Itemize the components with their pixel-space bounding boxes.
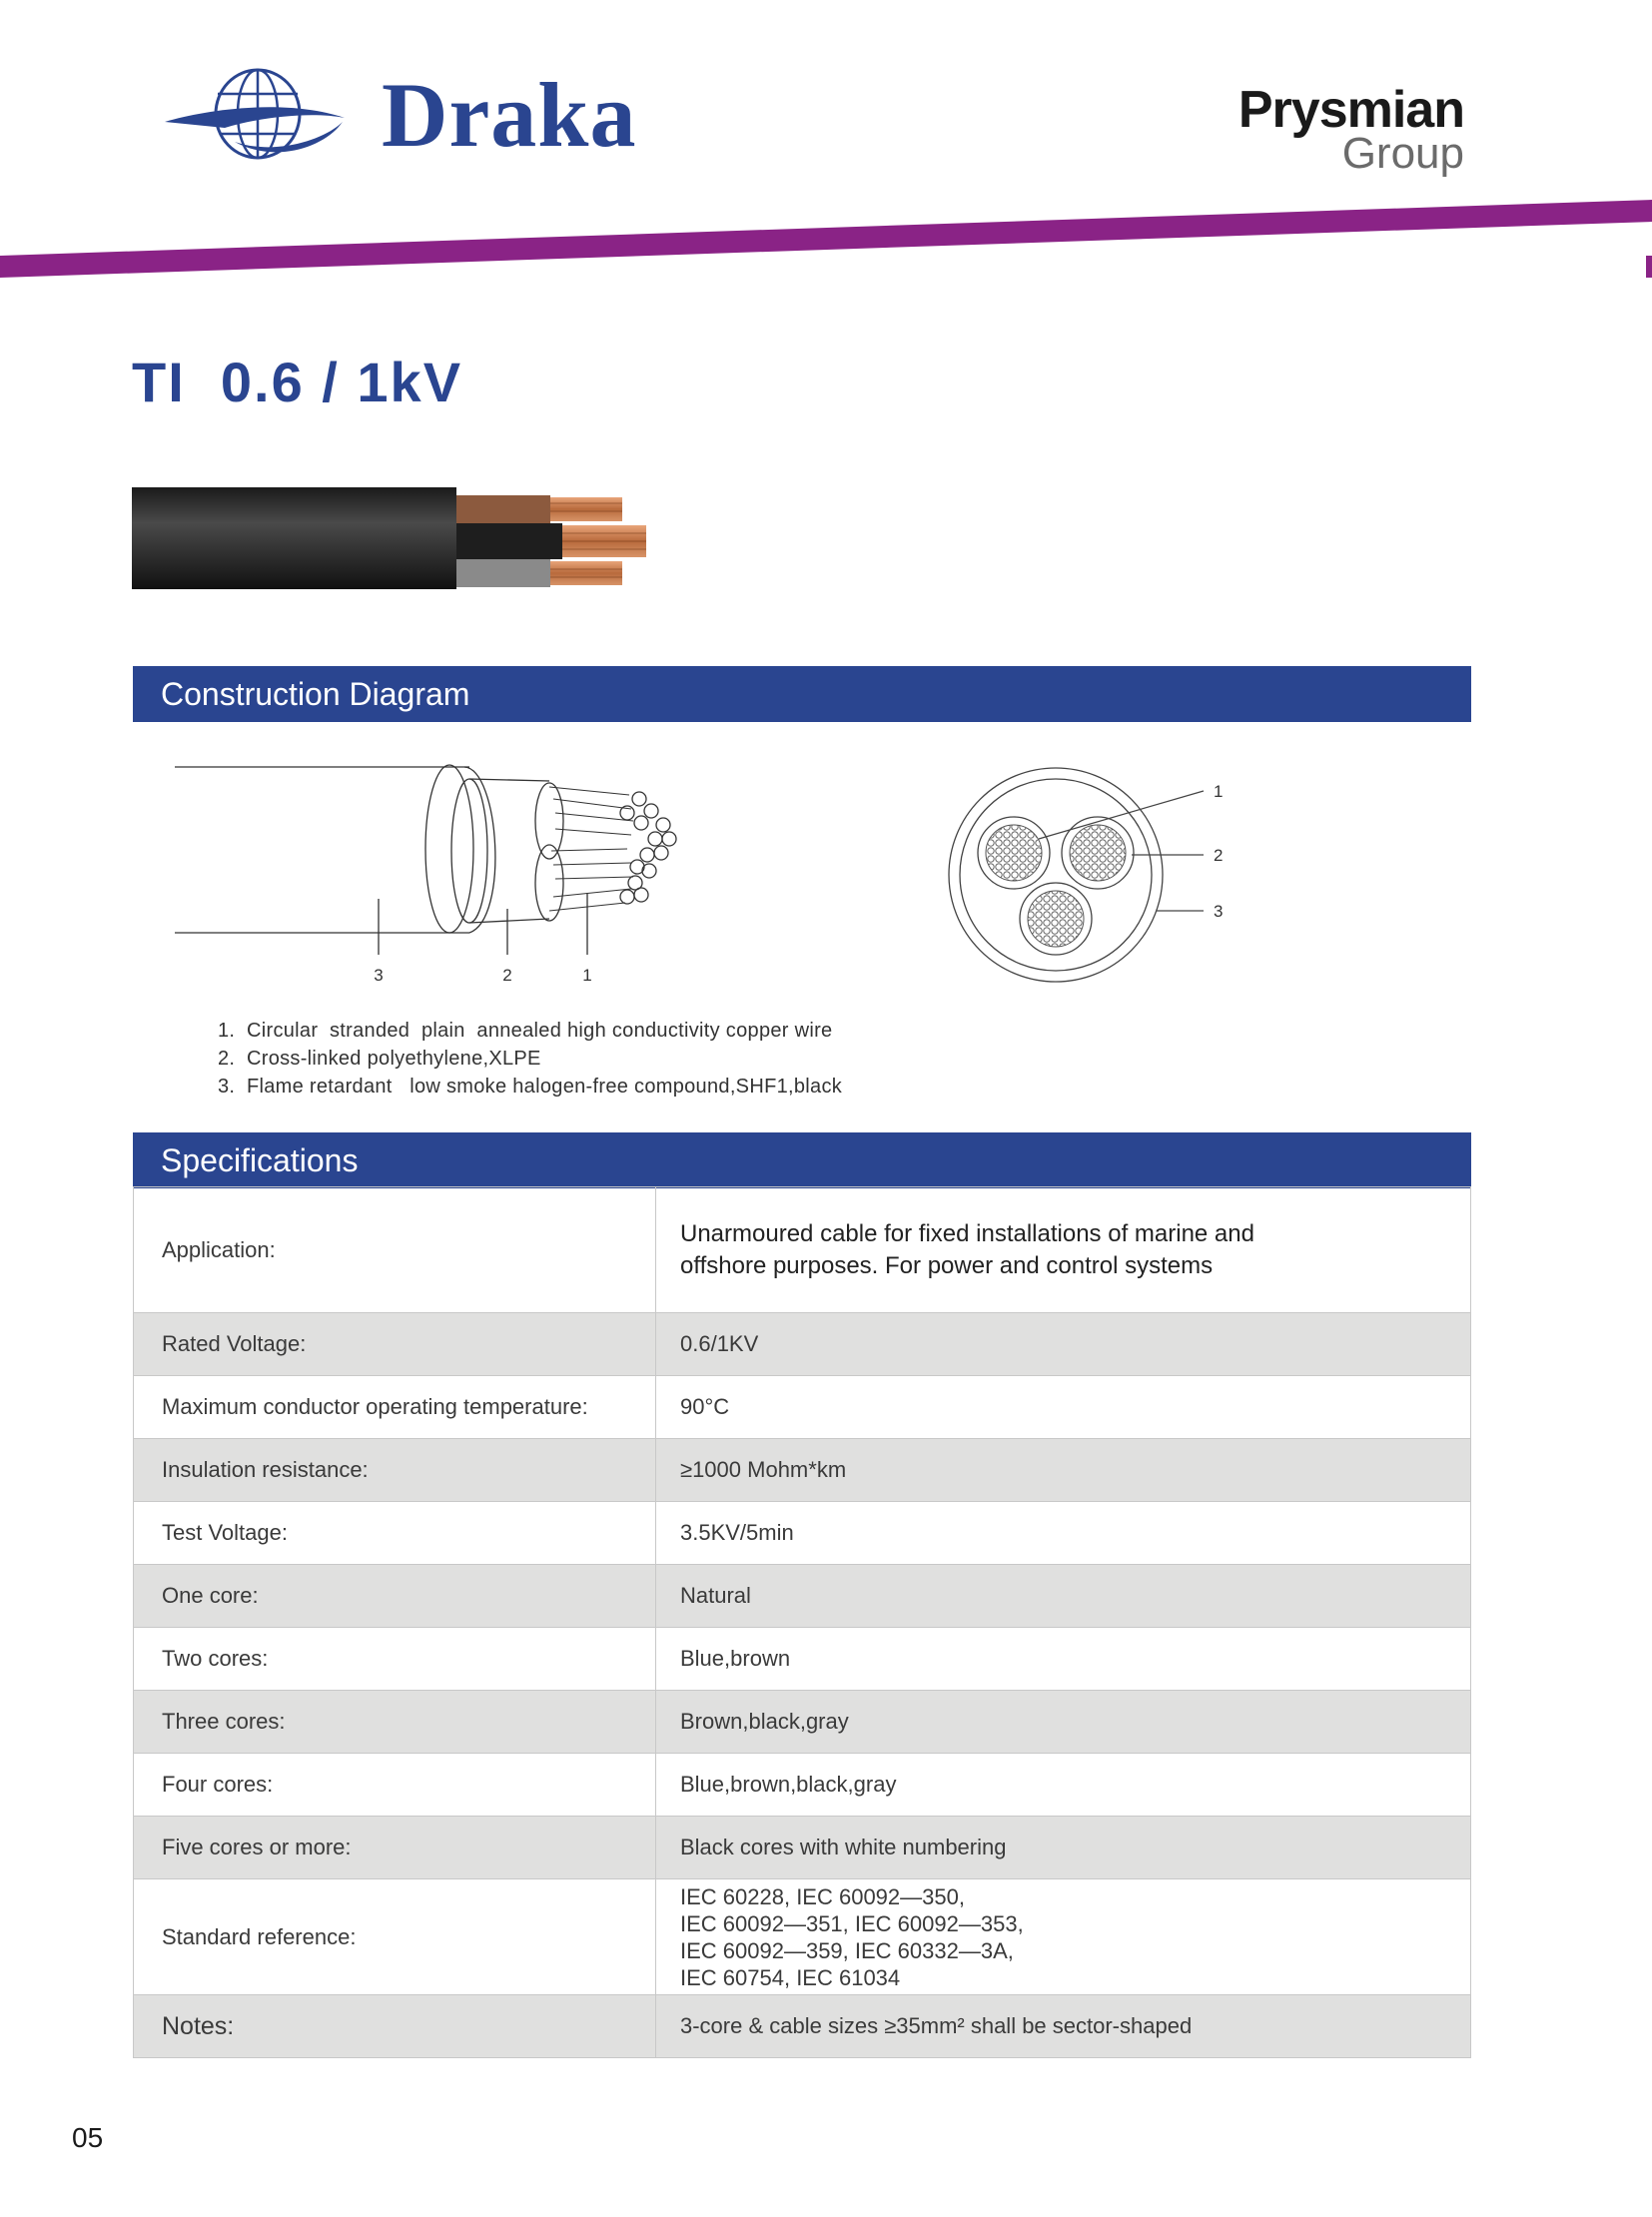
construction-diagram-header: Construction Diagram [133,666,1471,722]
page-number: 05 [72,2122,104,2153]
cross-callout-2: 2 [1214,846,1224,865]
prysmian-word: Prysmian [1238,81,1464,139]
spec-value: Black cores with white numbering [656,1817,1471,1879]
component-item: 1. Circular stranded plain annealed high conductivity copper wire [218,1020,833,1042]
spec-value: ≥1000 Mohm*km [656,1439,1471,1502]
spec-value: Natural [656,1565,1471,1628]
spec-row-four-cores [134,1754,1471,1817]
spec-label: Standard reference: [134,1879,656,1995]
spec-row-test-voltage [134,1502,1471,1565]
spec-label: One core: [134,1565,656,1628]
spec-row-insulation-resistance [134,1439,1471,1502]
spec-label: Two cores: [134,1628,656,1691]
callout-1: 1 [582,966,592,985]
prysmian-logo [1229,81,1464,178]
spec-row-three-cores [134,1691,1471,1754]
specifications-header: Specifications [133,1132,1471,1188]
callout-2: 2 [502,966,512,985]
cable-side-diagram [170,759,729,999]
spec-label: Test Voltage: [134,1502,656,1565]
spec-value: IEC 60228, IEC 60092—350, IEC 60092—351, IEC 60092—353, IEC 60092—359, IEC 60332—3A, IEC 60754, IEC 61034 [656,1879,1471,1995]
spec-label: Five cores or more: [134,1817,656,1879]
spec-value: 3.5KV/5min [656,1502,1471,1565]
cable-photo [132,483,671,593]
spec-value: Brown,black,gray [656,1691,1471,1754]
spec-value: Unarmoured cable for fixed installations of marine and offshore purposes. For power and control systems [656,1187,1471,1313]
spec-value: 90°C [656,1376,1471,1439]
component-list [218,1017,842,1101]
spec-row-application [134,1187,1471,1313]
spec-value: Blue,brown [656,1628,1471,1691]
spec-label: Application: [134,1187,656,1313]
spec-label: Three cores: [134,1691,656,1754]
callout-3: 3 [374,966,384,985]
group-word: Group [1341,129,1464,178]
spec-row-rated-voltage [134,1313,1471,1376]
spec-row-notes [134,1995,1471,2058]
spec-row-five-cores [134,1817,1471,1879]
draka-wordmark: Draka [382,64,637,166]
spec-row-max-temperature [134,1376,1471,1439]
spec-value: 0.6/1KV [656,1313,1471,1376]
component-item: 2. Cross-linked polyethylene,XLPE [218,1048,541,1070]
specifications-table [133,1186,1471,2058]
spec-label: Notes: [134,1995,656,2058]
component-item: 3. Flame retardant low smoke halogen-free compound,SHF1,black [218,1076,843,1098]
cross-callout-3: 3 [1214,902,1224,921]
spec-label: Rated Voltage: [134,1313,656,1376]
header-stripe [0,196,1652,286]
spec-label: Insulation resistance: [134,1439,656,1502]
product-title: TI 0.6 / 1kV [132,351,463,413]
spec-row-one-core [134,1565,1471,1628]
cable-cross-section-diagram [939,759,1239,989]
spec-label: Four cores: [134,1754,656,1817]
spec-label: Maximum conductor operating temperature: [134,1376,656,1439]
cross-callout-1: 1 [1214,782,1224,801]
spec-value: Blue,brown,black,gray [656,1754,1471,1817]
spec-row-standard-reference [134,1879,1471,1995]
spec-row-two-cores [134,1628,1471,1691]
spec-value: 3-core & cable sizes ≥35mm² shall be sector-shaped [656,1995,1471,2058]
